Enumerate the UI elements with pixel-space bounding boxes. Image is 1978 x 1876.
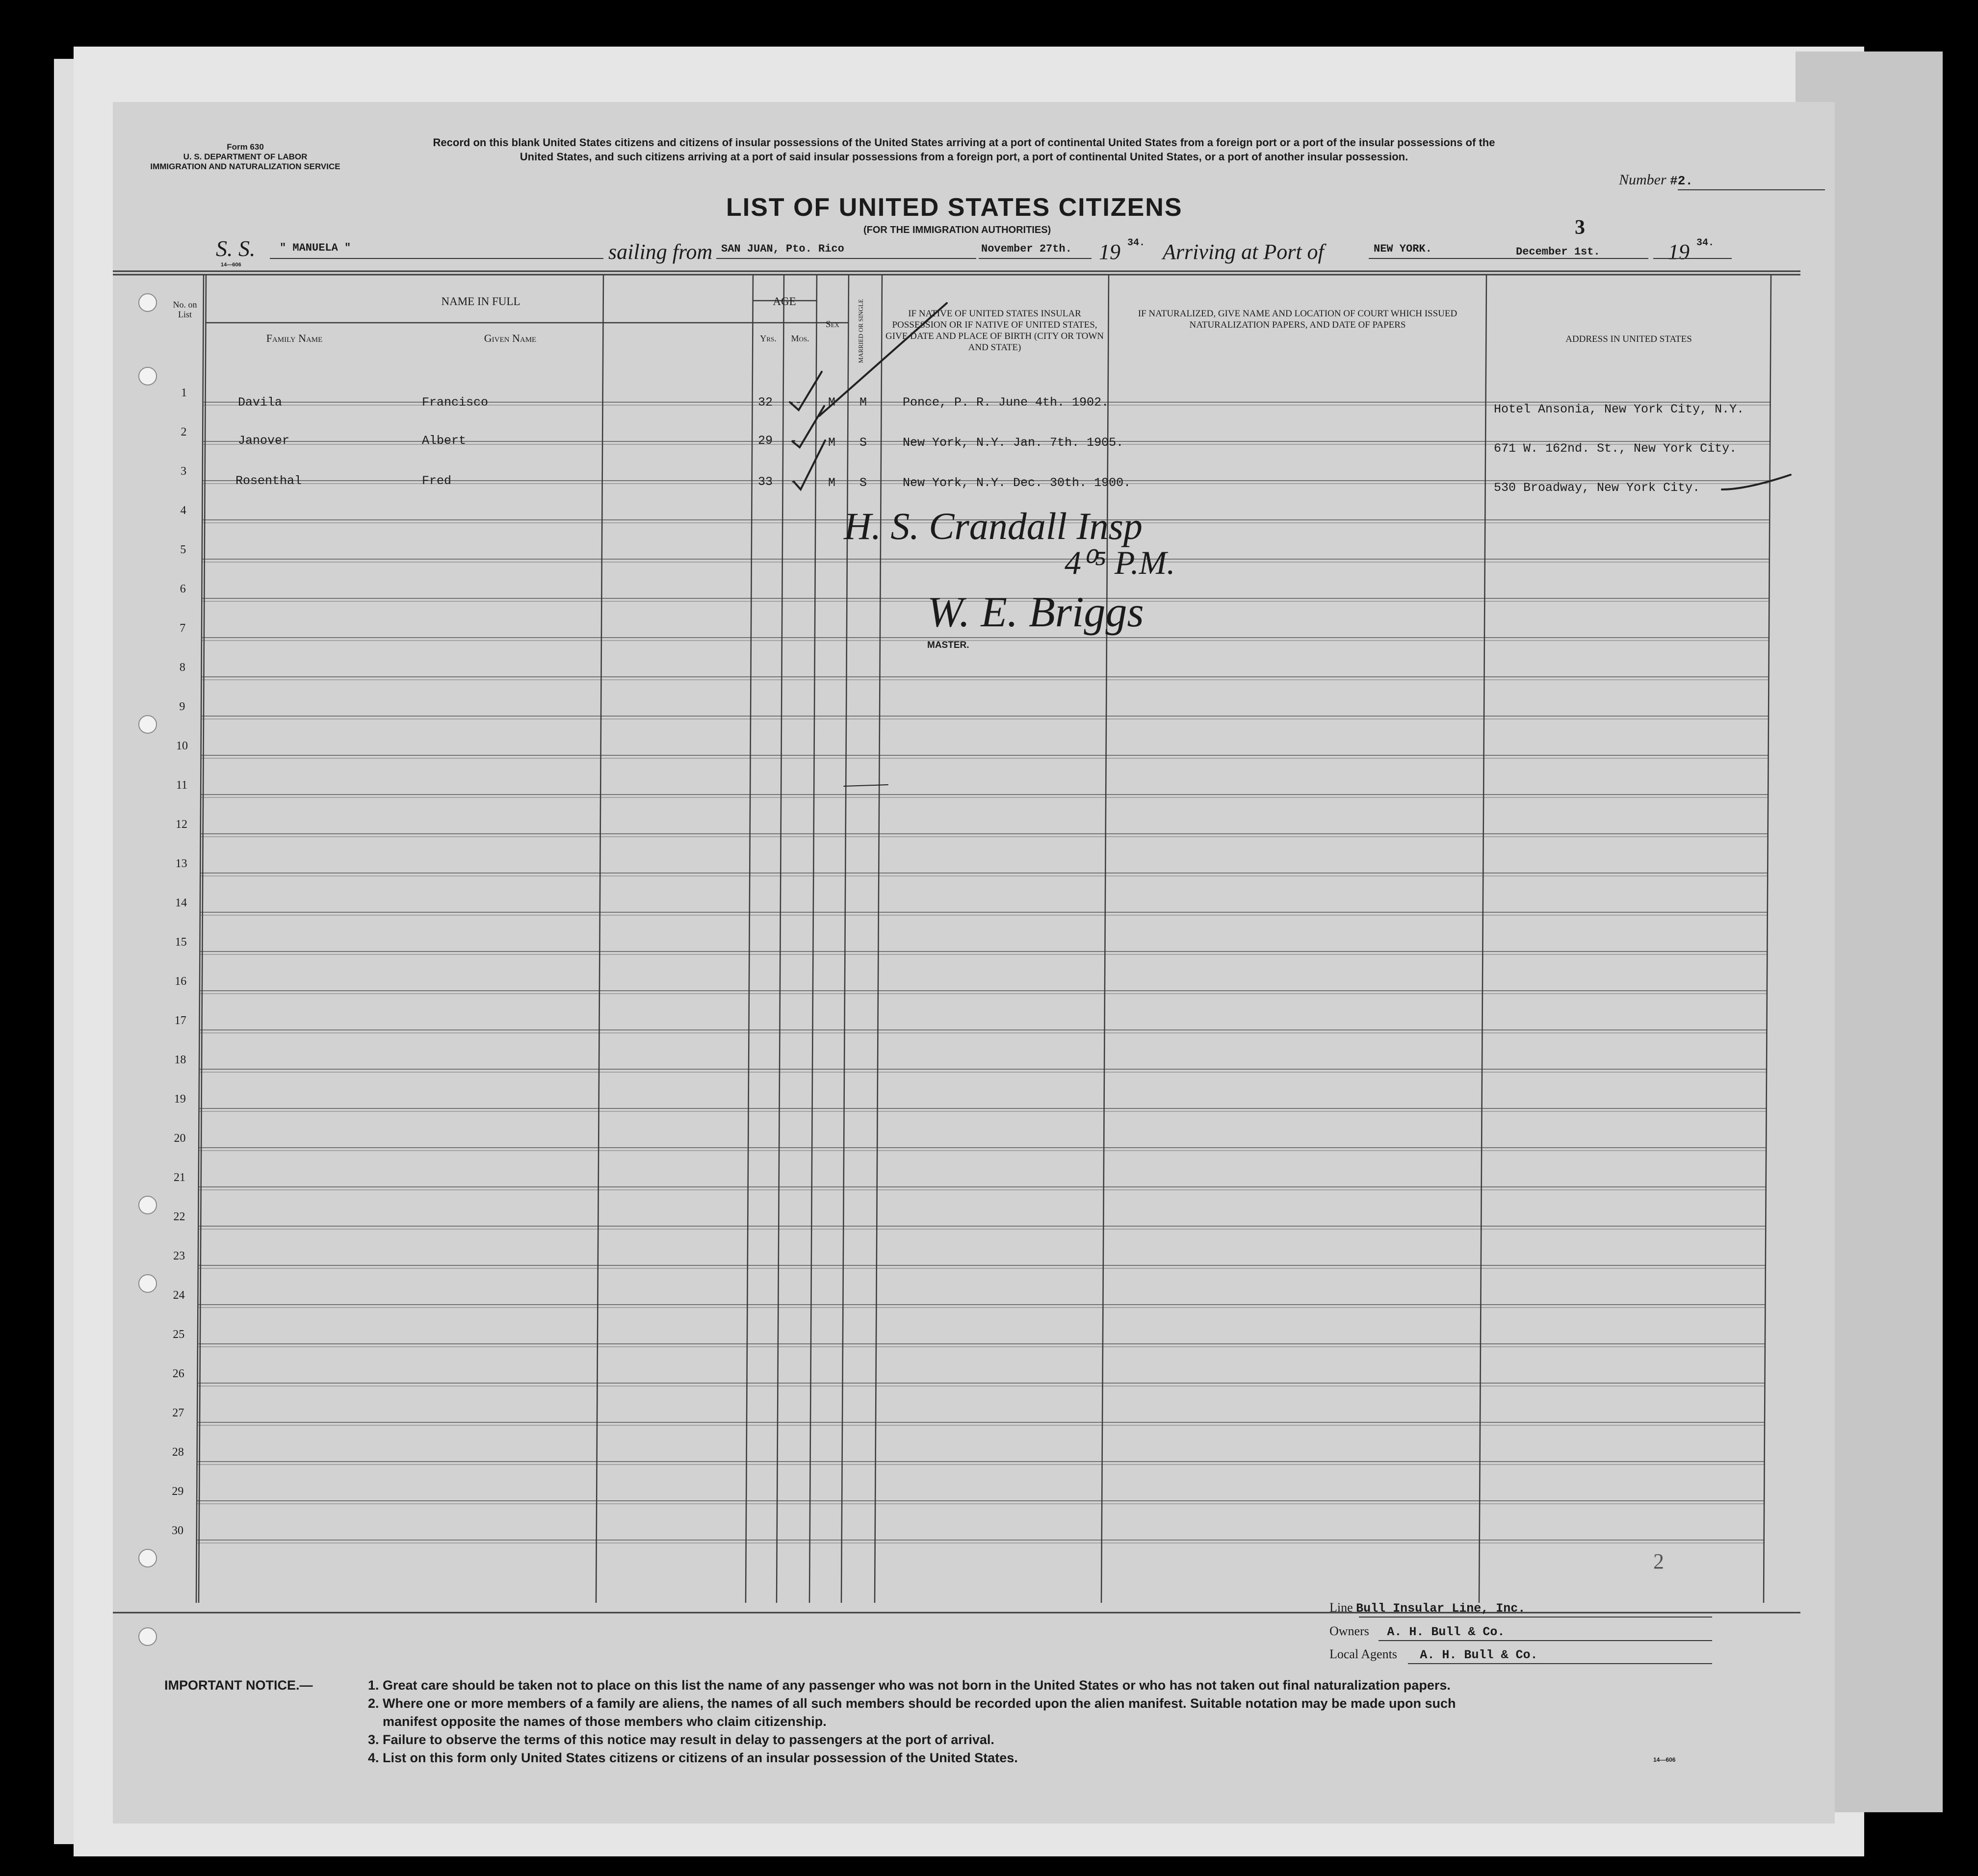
company-owners: [1329, 1624, 1505, 1639]
arrival-year: 34.: [1696, 237, 1715, 249]
arrival-port: NEW YORK.: [1374, 243, 1432, 255]
printer-mark: 14—606: [221, 262, 241, 268]
arriving-label: Arriving at Port of: [1163, 240, 1324, 264]
line-label: Line: [1329, 1600, 1353, 1615]
address-cell: Hotel Ansonia, New York City, N.Y.: [1494, 402, 1744, 416]
manifest-sheet: [113, 102, 1835, 1824]
row-number: 16: [175, 975, 187, 988]
row-number: 18: [174, 1054, 186, 1066]
ship-name: " MANUELA ": [280, 242, 351, 254]
row-number: 12: [176, 818, 188, 831]
number-value: #2.: [1670, 174, 1693, 188]
owners-underline: [1379, 1640, 1712, 1641]
column-no-on-list: No. on List: [173, 300, 197, 319]
company-line: [1329, 1600, 1525, 1616]
column-married-or-single: MARRIED OR SINGLE: [857, 299, 864, 363]
row-number: 22: [173, 1210, 185, 1223]
agents-value: A. H. Bull & Co.: [1420, 1648, 1538, 1662]
agents-label: Local Agents: [1329, 1647, 1397, 1661]
age-months-cell: --: [787, 395, 803, 410]
company-agents: [1329, 1647, 1537, 1662]
age-months-cell: -: [790, 475, 798, 489]
row-number: 7: [180, 622, 186, 635]
status-cell: S: [859, 436, 867, 450]
row-number: 4: [180, 504, 186, 517]
sex-cell: M: [828, 395, 836, 410]
age-years-cell: 33: [758, 475, 773, 489]
row-number: 23: [173, 1250, 185, 1262]
master-label: MASTER.: [927, 640, 969, 650]
row-number: 19: [174, 1093, 186, 1105]
family-name-cell: Janover: [238, 434, 290, 448]
year-prefix: 19: [1099, 240, 1120, 264]
form-number: Form 630: [227, 142, 264, 152]
table-grid: [113, 102, 1835, 1824]
birth-cell: New York, N.Y. Jan. 7th. 1905.: [903, 436, 1124, 450]
row-number: 6: [180, 583, 186, 595]
column-family-name: Family Name: [266, 332, 323, 344]
notice-heading: IMPORTANT NOTICE.—: [164, 1678, 313, 1693]
sailing-port: SAN JUAN, Pto. Rico: [721, 243, 844, 255]
service-name: IMMIGRATION AND NATURALIZATION SERVICE: [150, 162, 340, 171]
row-number: 28: [172, 1446, 184, 1459]
row-number: 10: [176, 740, 188, 752]
row-number: 15: [175, 936, 187, 949]
row-number: 3: [181, 465, 187, 478]
column-sex: Sex: [826, 319, 839, 330]
row-number: 20: [174, 1132, 186, 1145]
row-number: 14: [175, 897, 187, 909]
column-yrs: Yrs.: [760, 334, 777, 343]
status-cell: M: [859, 395, 867, 410]
column-naturalization: IF NATURALIZED, GIVE NAME AND LOCATION OF COURT WHICH ISSUED NATURALIZATION PAPERS, AND DATE OF PAPERS: [1138, 308, 1457, 330]
given-name-cell: Albert: [422, 434, 467, 448]
notice-item: 4. List on this form only United States citizens or citizens of an insular possession of the United States.: [368, 1750, 1018, 1765]
age-years-cell: 32: [758, 395, 773, 410]
owners-value: A. H. Bull & Co.: [1387, 1625, 1505, 1639]
line-underline: [1359, 1617, 1712, 1618]
given-name-cell: Fred: [422, 474, 452, 488]
birth-cell: Ponce, P. R. June 4th. 1902.: [903, 395, 1109, 410]
row-number: 30: [171, 1524, 183, 1537]
year-prefix: 19: [1668, 240, 1690, 264]
column-mos: Mos.: [791, 334, 809, 343]
row-number: 8: [179, 661, 185, 674]
row-number: 9: [179, 700, 185, 713]
department-name: U. S. DEPARTMENT OF LABOR: [183, 152, 308, 161]
birth-cell: New York, N.Y. Dec. 30th. 1900.: [903, 476, 1131, 490]
arrival-date-correction: 3: [1575, 216, 1585, 239]
row-number: 24: [173, 1289, 185, 1302]
row-number: 21: [174, 1171, 185, 1184]
sailing-year: 34.: [1127, 237, 1145, 249]
sex-cell: M: [828, 436, 836, 450]
family-name-cell: Davila: [238, 395, 283, 410]
age-years-cell: 29: [758, 434, 773, 448]
sailing-date: November 27th.: [981, 243, 1072, 255]
master-signature: W. E. Briggs: [927, 589, 1144, 636]
row-number: 5: [180, 543, 186, 556]
row-number: 29: [172, 1485, 184, 1498]
notice-item: 3. Failure to observe the terms of this notice may result in delay to passengers at the port of arrival.: [368, 1732, 994, 1747]
ss-label: S. S.: [216, 236, 256, 261]
owners-label: Owners: [1329, 1624, 1369, 1638]
column-address: ADDRESS IN UNITED STATES: [1565, 334, 1692, 344]
number-label: Number: [1619, 172, 1666, 188]
column-name-in-full: NAME IN FULL: [441, 295, 521, 308]
line-value: Bull Insular Line, Inc.: [1356, 1601, 1526, 1616]
arrival-date: December 1st.: [1516, 246, 1600, 258]
page-number: 2: [1653, 1549, 1664, 1573]
agents-underline: [1408, 1663, 1712, 1664]
address-cell: 671 W. 162nd. St., New York City.: [1494, 441, 1737, 456]
page-title: LIST OF UNITED STATES CITIZENS: [726, 193, 1183, 222]
sex-cell: M: [828, 476, 836, 490]
form-instruction: Record on this blank United States citizens and citizens of insular possessions of the United States arriving at a port of continental United States from a foreign port or a port of the insular possessions of the United States, and such citizens arriving at a port of said insular possessions from a foreign port, a port of continental United States, or a port of another insular possession.: [433, 136, 1495, 163]
notice-item: 2. Where one or more members of a family are aliens, the names of all such members should be recorded upon the alien manifest. Suitable notation may be made upon such: [368, 1696, 1456, 1711]
row-number: 25: [173, 1328, 185, 1341]
status-cell: S: [859, 476, 867, 490]
notice-item: manifest opposite the names of those members who claim citizenship.: [383, 1714, 827, 1729]
time-annotation: 4⁰⁵ P.M.: [1065, 544, 1175, 581]
row-number: 1: [181, 386, 187, 399]
page-subtitle: (FOR THE IMMIGRATION AUTHORITIES): [863, 225, 1051, 235]
row-number: 2: [181, 426, 187, 438]
given-name-cell: Francisco: [422, 395, 489, 410]
row-number: 13: [175, 857, 187, 870]
family-name-cell: Rosenthal: [235, 474, 302, 488]
address-cell: 530 Broadway, New York City.: [1494, 481, 1700, 495]
row-number: 26: [172, 1367, 184, 1380]
notice-item: 1. Great care should be taken not to place on this list the name of any passenger who was not born in the United States or who has not taken out final naturalization papers.: [368, 1678, 1451, 1693]
inspector-annotation: H. S. Crandall Insp: [844, 505, 1143, 547]
column-given-name: Given Name: [484, 332, 537, 344]
column-native-birth: IF NATIVE OF UNITED STATES INSULAR POSSESSION OR IF NATIVE OF UNITED STATES, GIVE DATE AND PLACE OF BIRTH (CITY OR TOWN AND STATE): [885, 308, 1104, 353]
row-number: 11: [176, 779, 188, 792]
column-age: AGE: [773, 295, 796, 308]
row-number: 17: [174, 1014, 186, 1027]
sailing-label: sailing from: [608, 240, 713, 264]
printer-mark: 14—606: [1653, 1756, 1676, 1763]
age-months-cell: -: [790, 434, 798, 448]
row-number: 27: [172, 1407, 184, 1419]
